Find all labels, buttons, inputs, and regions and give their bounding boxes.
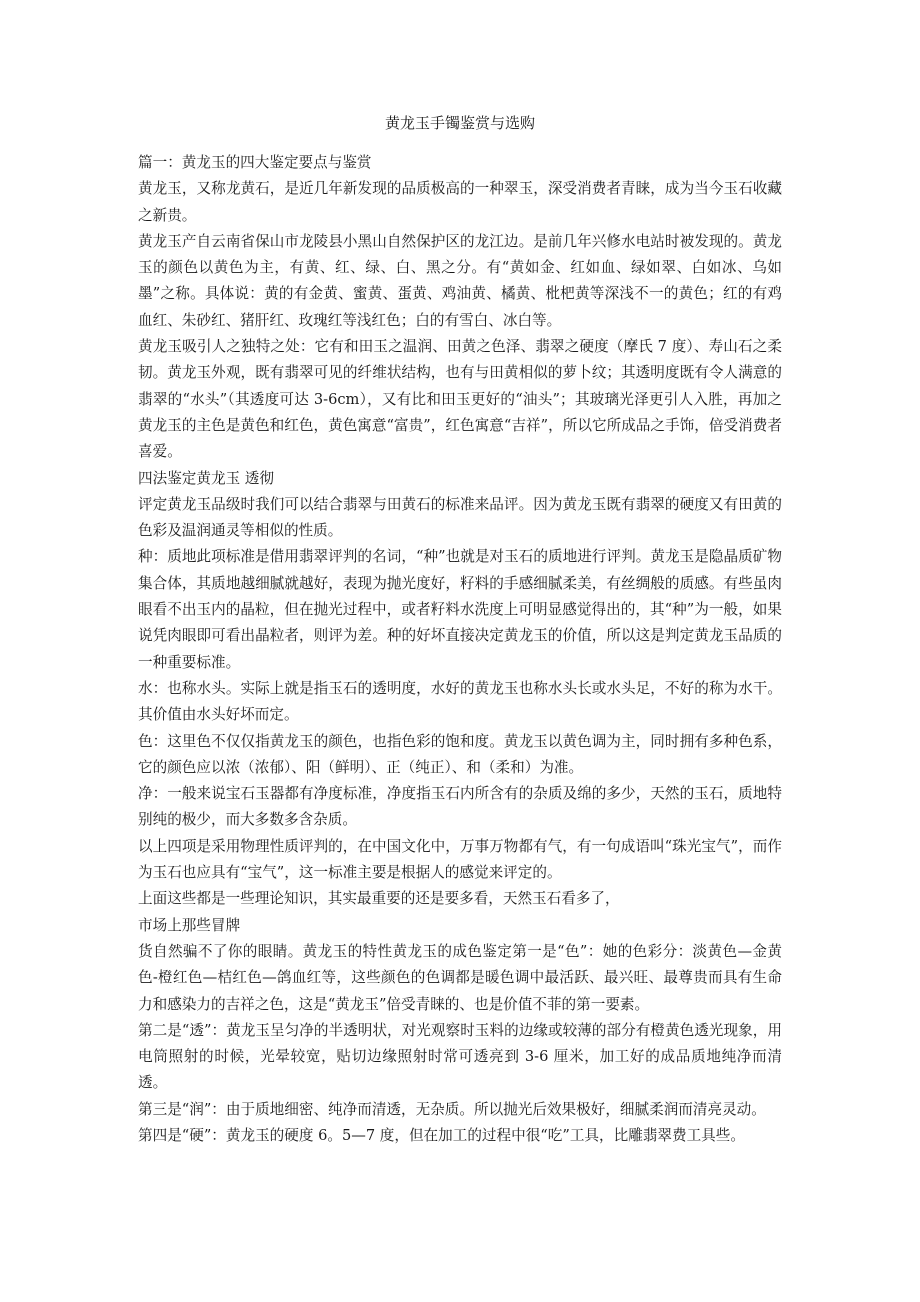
paragraph: 净：一般来说宝石玉器都有净度标准，净度指玉石内所含有的杂质及绵的多少，天然的玉石，质地特别纯的极少，而大多数多含杂质。 [138, 785, 782, 829]
paragraph: 上面这些都是一些理论知识，其实最重要的还是要多看，天然玉石看多了， [138, 890, 620, 908]
paragraph: 货自然骗不了你的眼睛。黄龙玉的特性黄龙玉的成色鉴定第一是“色”：她的色彩分：淡黄色—金黄色-橙红色—桔红色—鸽血红等，这些颜色的色调都是暖色调中最活跃、最兴旺、最尊贵而具有生命力和感染力的吉祥之色，这是“黄龙玉”倍受青睐的、也是价值不菲的第一要素。 [138, 942, 782, 1013]
paragraph: 种：质地此项标准是借用翡翠评判的名词，“种”也就是对玉石的质地进行评判。黄龙玉是隐晶质矿物集合体，其质地越细腻就越好，表现为抛光度好，籽料的手感细腻柔美，有丝绸般的质感。有些虽肉眼看不出玉内的晶粒，但在抛光过程中，或者籽料水洗度上可明显感觉得出的，其“种”为一般，如果说凭肉眼即可看出晶粒者，则评为差。种的好坏直接决定黄龙玉的价值，所以这是判定黄龙玉品质的一种重要标准。 [138, 548, 782, 671]
section-heading: 篇一：黄龙玉的四大鉴定要点与鉴赏 [138, 154, 372, 171]
paragraph: 黄龙玉吸引人之独特之处：它有和田玉之温润、田黄之色泽、翡翠之硬度（摩氏 7 度）、寿山石之柔韧。黄龙玉外观，既有翡翠可见的纤维状结构，也有与田黄相似的萝卜纹；其透明度既有令人满意的翡翠的“水头”（其透度可达 3-6cm），又有比和田玉更好的“油头”；其玻璃光泽更引人入胜，再加之黄龙玉的主色是黄色和红色，黄色寓意“富贵”，红色寓意“吉祥”，所以它所成品之手饰，倍受消费者喜爱。 [138, 338, 782, 461]
paragraph: 市场上那些冒牌 [138, 916, 241, 934]
paragraph: 黄龙玉，又称龙黄石，是近几年新发现的品质极高的一种翠玉，深受消费者青睐，成为当今玉石收藏之新贵。 [138, 180, 782, 224]
paragraph: 色：这里色不仅仅指黄龙玉的颜色，也指色彩的饱和度。黄龙玉以黄色调为主，同时拥有多种色系，它的颜色应以浓（浓郁）、阳（鲜明）、正（纯正）、和（柔和）为准。 [138, 732, 782, 776]
document-body [138, 150, 782, 1149]
document-title: 黄龙玉手镯鉴赏与选购 [384, 114, 535, 132]
paragraph: 第三是“润”：由于质地细密、纯净而清透，无杂质。所以抛光后效果极好，细腻柔润而清亮灵动。 [138, 1100, 766, 1118]
paragraph: 第四是“硬”：黄龙玉的硬度 6。5—7 度，但在加工的过程中很“吃”工具，比雕翡翠费工具些。 [138, 1126, 745, 1144]
paragraph: 黄龙玉产自云南省保山市龙陵县小黑山自然保护区的龙江边。是前几年兴修水电站时被发现的。黄龙玉的颜色以黄色为主，有黄、红、绿、白、黑之分。有“黄如金、红如血、绿如翠、白如冰、乌如墨”之称。具体说：黄的有金黄、蜜黄、蛋黄、鸡油黄、橘黄、枇杷黄等深浅不一的黄色；红的有鸡血红、朱砂红、猪肝红、玫瑰红等浅红色；白的有雪白、冰白等。 [138, 232, 782, 329]
paragraph: 水：也称水头。实际上就是指玉石的透明度，水好的黄龙玉也称水头长或水头足，不好的称为水干。其价值由水头好坏而定。 [138, 679, 782, 724]
paragraph: 以上四项是采用物理性质评判的，在中国文化中，万事万物都有气，有一句成语叫“珠光宝气”，而作为玉石也应具有“宝气”，这一标准主要是根据人的感觉来评定的。 [138, 837, 782, 882]
paragraph: 第二是“透”：黄龙玉呈匀净的半透明状，对光观察时玉料的边缘或较薄的部分有橙黄色透光现象，用电筒照射的时候，光晕较宽，贴切边缘照射时常可透亮到 3-6 厘米，加工好的成品质地纯净而清透。 [138, 1021, 782, 1092]
paragraph: 评定黄龙玉品级时我们可以结合翡翠与田黄石的标准来品评。因为黄龙玉既有翡翠的硬度又有田黄的色彩及温润通灵等相似的性质。 [138, 495, 782, 540]
subheading: 四法鉴定黄龙玉 透彻 [138, 469, 274, 487]
